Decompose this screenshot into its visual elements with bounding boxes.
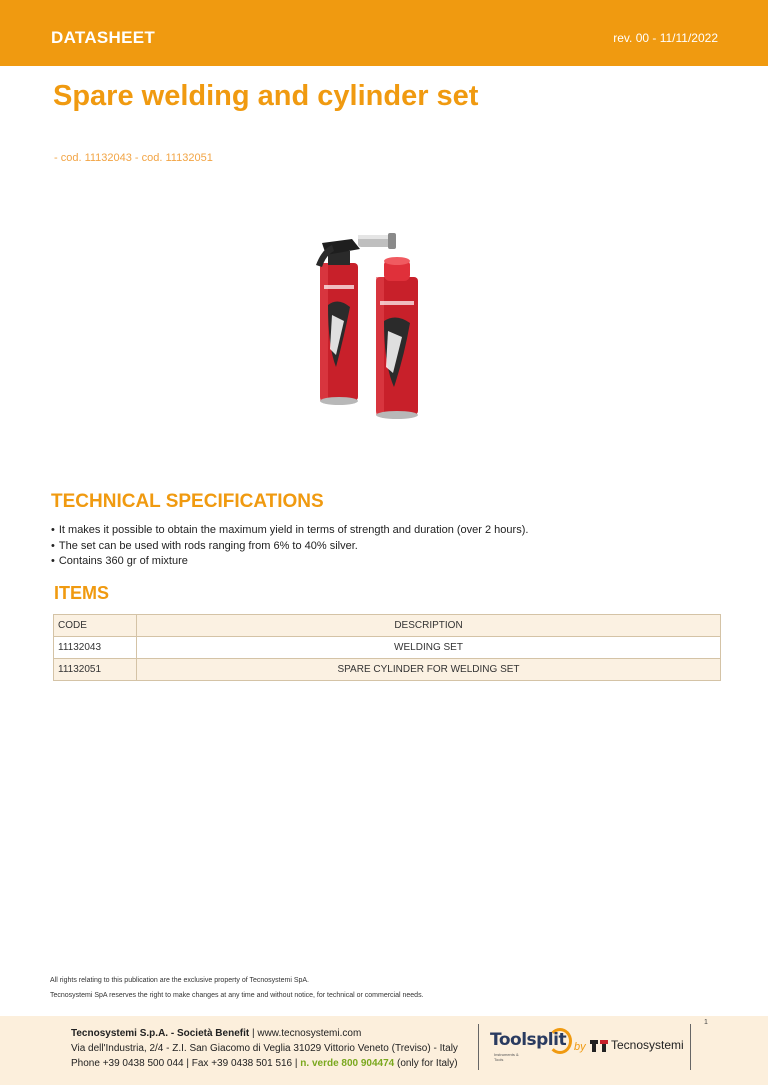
toolsplit-tagline-line: Instruments & bbox=[494, 1052, 519, 1057]
toll-free-note: (only for Italy) bbox=[394, 1058, 458, 1069]
tecnosystemi-logo bbox=[590, 1038, 690, 1058]
table-row bbox=[54, 659, 721, 681]
item-code: 11132051 bbox=[54, 659, 137, 681]
header-bar bbox=[0, 0, 768, 66]
tecnosystemi-mark-icon bbox=[590, 1040, 608, 1052]
by-label: by bbox=[574, 1041, 586, 1053]
page-title: Spare welding and cylinder set bbox=[53, 80, 479, 112]
page-number: 1 bbox=[704, 1019, 708, 1026]
toll-free-number: n. verde 800 904474 bbox=[300, 1058, 395, 1069]
footer bbox=[0, 1016, 768, 1085]
item-description: SPARE CYLINDER FOR WELDING SET bbox=[137, 659, 721, 681]
gas-cylinder-set-icon bbox=[300, 225, 440, 425]
spec-item: • Contains 360 gr of mixture bbox=[51, 554, 528, 570]
doc-type-label: DATASHEET bbox=[51, 28, 156, 47]
company-street: Via dell'Industria, 2/4 - Z.I. San Giacomo di Veglia 31029 Vittorio Veneto (Treviso) - Italy bbox=[71, 1043, 458, 1054]
revision-label: rev. 00 - 11/11/2022 bbox=[613, 31, 718, 45]
column-header-description: DESCRIPTION bbox=[137, 615, 721, 637]
tecnosystemi-logo-text: Tecnosystemi bbox=[611, 1038, 684, 1052]
rights-line: Tecnosystemi SpA reserves the right to make changes at any time and without notice, for technical or commercial needs. bbox=[50, 992, 424, 999]
company-website: | www.tecnosystemi.com bbox=[249, 1028, 362, 1039]
specs-title: TECHNICAL SPECIFICATIONS bbox=[51, 491, 324, 512]
rights-notice bbox=[50, 973, 424, 1003]
footer-divider bbox=[690, 1024, 691, 1070]
product-codes: - cod. 11132043 - cod. 11132051 bbox=[54, 152, 213, 164]
company-phone: Phone +39 0438 500 044 | Fax +39 0438 501 516 | bbox=[71, 1058, 301, 1069]
spec-item: • The set can be used with rods ranging from 6% to 40% silver. bbox=[51, 539, 528, 555]
table-row bbox=[54, 637, 721, 659]
toolsplit-logo bbox=[490, 1028, 570, 1064]
items-title: ITEMS bbox=[54, 583, 110, 603]
spec-item: • It makes it possible to obtain the maximum yield in terms of strength and duration (over 2 hours). bbox=[51, 523, 528, 539]
item-description: WELDING SET bbox=[137, 637, 721, 659]
toolsplit-tagline-line: Tools bbox=[494, 1057, 504, 1062]
toolsplit-tagline bbox=[494, 1052, 519, 1062]
item-code: 11132043 bbox=[54, 637, 137, 659]
toolsplit-logo-text: Toolsplit bbox=[490, 1030, 567, 1050]
items-table bbox=[53, 614, 721, 681]
specs-list bbox=[51, 523, 528, 570]
rights-line: All rights relating to this publication are the exclusive property of Tecnosystemi SpA. bbox=[50, 977, 309, 984]
table-header-row bbox=[54, 615, 721, 637]
company-address bbox=[71, 1026, 458, 1071]
column-header-code: CODE bbox=[54, 615, 137, 637]
footer-divider bbox=[478, 1024, 479, 1070]
company-name: Tecnosystemi S.p.A. - Società Benefit bbox=[71, 1028, 250, 1039]
